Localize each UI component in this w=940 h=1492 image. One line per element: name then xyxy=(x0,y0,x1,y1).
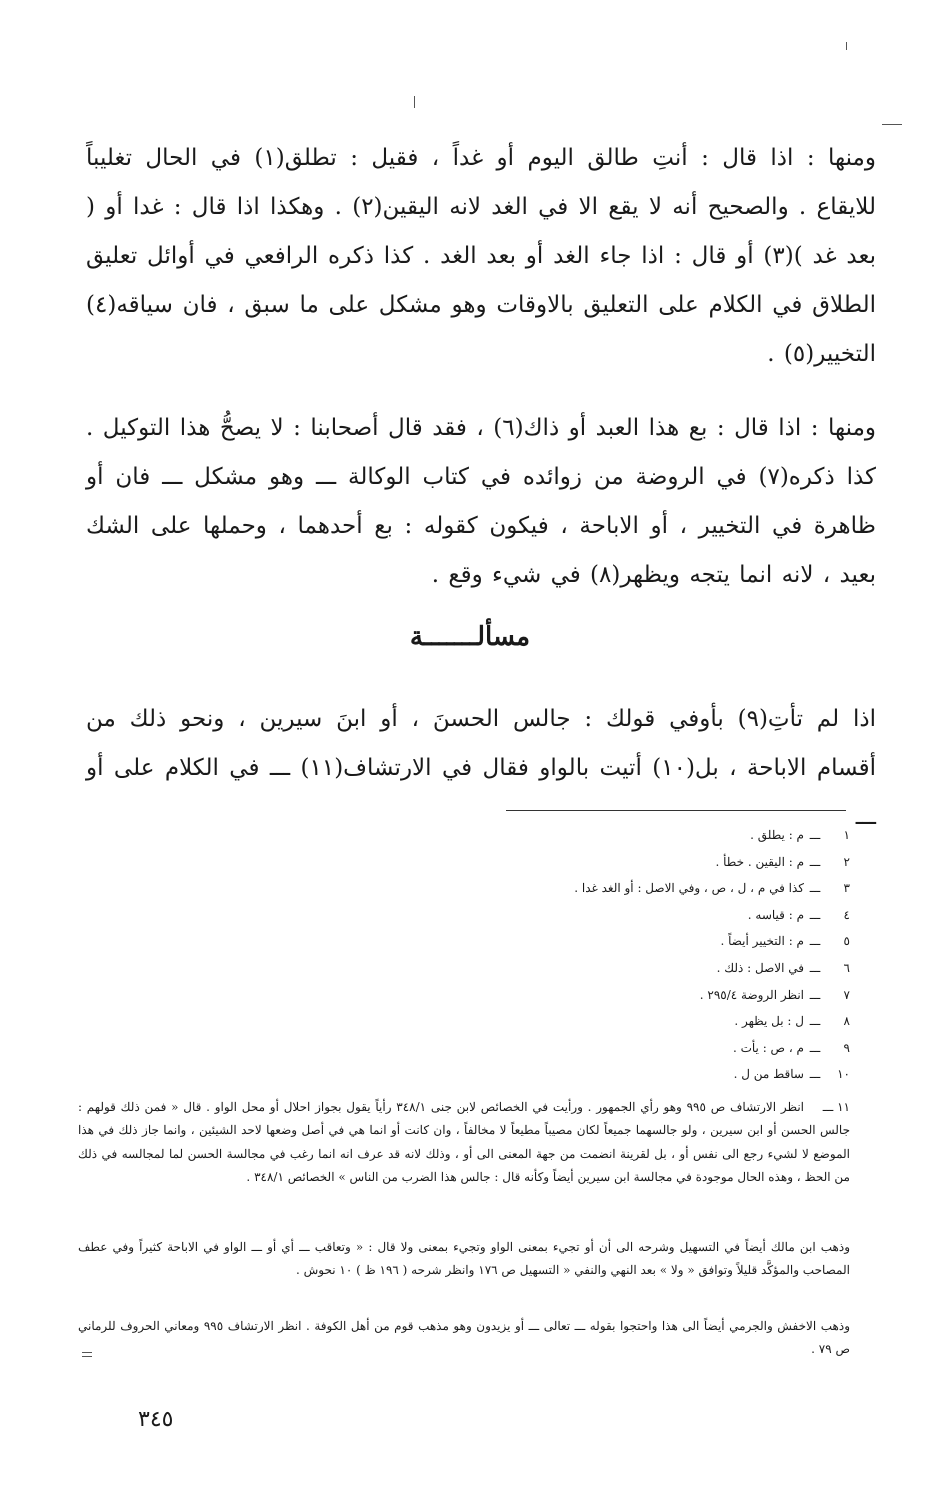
continuation-mark xyxy=(82,1352,92,1353)
footnote-separator xyxy=(506,810,846,811)
footnote-item xyxy=(78,955,850,982)
footnote-text: انظر الروضة ٢٩٥/٤ . xyxy=(699,987,804,1002)
footnote-text: ساقط من ل . xyxy=(733,1067,804,1082)
footnote-dash: ـــ xyxy=(809,934,821,949)
scan-mark xyxy=(414,96,415,108)
footnote-item xyxy=(78,928,850,955)
footnote-text: في الاصل : ذلك . xyxy=(716,960,804,975)
footnote-continuation: وذهب ابن مالك أيضاً في التسهيل وشرحه الى أن أو تجيء بمعنى الواو وتجيء بمعنى ولا قال : « وتعاقب ـــ أي أو ـــ الواو في الاباحة كثيراً وفي عطف المصاحب والمؤكَّد قليلاً وتوافق « ولا » بعد النهي والنفي « التسهيل ص ١٧٦ وانظر شرحه ( ١٩٦ ظ ) ١٠ نحوش . xyxy=(78,1240,850,1278)
main-paragraph: ومنها : اذا قال : بع هذا العبد أو ذاك(٦) ، فقد قال أصحابنا : لا يصحُّ هذا التوكيل . كذا ذكره(٧) في الروضة من زوائده في كتاب الوكالة ـــ وهو مشكل ـــ فان أو ظاهرة في التخيير ، أو الاباحة ، فيكون كقوله : بع أحدهما ، وحملها على الشك بعيد ، لانه انما يتجه ويظهر(٨) في شيء وقع . xyxy=(86,415,876,588)
footnote-dash: ـــ xyxy=(809,828,821,842)
footnote-long xyxy=(78,1096,850,1190)
footnote-text: م : قياسه . xyxy=(747,907,804,922)
footnote-list xyxy=(78,822,850,1088)
footnote-item xyxy=(78,875,850,902)
footnote-dash: ـــ xyxy=(809,987,821,1002)
footnote-text: م : التخيير أيضاً . xyxy=(720,934,804,949)
footnote-dash: ـــ xyxy=(809,1014,821,1029)
footnote-number: ١٠ xyxy=(837,1067,850,1082)
footnote-dash: ـــ xyxy=(809,907,821,922)
main-paragraph: ومنها : اذا قال : أنتِ طالق اليوم أو غداً ، فقيل : تطلق(١) في الحال تغليباً للايقاع . والصحيح أنه لا يقع الا في الغد لانه اليقين(٢) . وهكذا اذا قال : غدا أو ( بعد غد )(٣) أو قال : اذا جاء الغد أو بعد الغد . كذا ذكره الرافعي في أوائل تعليق الطلاق في الكلام على التعليق بالاوقات وهو مشكل على ما سبق ، فان سياقه(٤) التخيير(٥) . xyxy=(86,145,876,367)
footnote-text: م : يطلق . xyxy=(750,828,804,842)
footnote-item xyxy=(78,982,850,1009)
footnote-text: انظر الارتشاف ص ٩٩٥ وهو رأي الجمهور . ورأيت في الخصائص لابن جنى ٣٤٨/١ رأياً يقول بجواز احلال أو محل الواو . قال « فمن ذلك قولهم : جالس الحسن أو ابن سيرين ، ولو جالسهما جميعاً لكان مصيباً مطيعاً لا مخالفاً ، وان كانت أو انما هي في أصل وضعها لاحد الشيئين ، وانما جاز ذلك في هذا الموضع لا لشيء رجع الى نفس أو ، بل لقرينة انضمت من جهة المعنى الى أو ، وذلك لانه قد عرف انه انما رغب في مجالسة الحسن لما لمجالسه في ذلك من الحظ ، وهذه الحال موجودة في مجالسة ابن سيرين أيضاً وكأنه قال : جالس هذا الضرب من الناس » الخصائص ٣٤٨/١ . xyxy=(78,1100,850,1185)
page-number: ٣٤٥ xyxy=(138,1407,174,1432)
footnote-text: م ، ص : يأت . xyxy=(732,1040,804,1055)
continuation-mark xyxy=(82,1356,92,1357)
footnote-text: كذا في م ، ل ، ص ، وفي الاصل : أو الغد غدا . xyxy=(574,881,804,896)
footnote-item xyxy=(78,1035,850,1062)
footnote-dash: ـــ xyxy=(809,1067,821,1082)
footnote-number: ١ xyxy=(843,828,850,842)
scan-mark xyxy=(846,42,847,50)
footnote-number: ١١ ـــ xyxy=(822,1100,850,1114)
scan-mark xyxy=(882,124,902,125)
footnote-dash: ـــ xyxy=(809,1040,821,1055)
footnote-dash: ـــ xyxy=(809,960,821,975)
footnote-continuation: وذهب الاخفش والجرمي أيضاً الى هذا واحتجوا بقوله ـــ تعالى ـــ أو يزيدون وهو مذهب قوم من أهل الكوفة . انظر الارتشاف ٩٩٥ ومعاني الحروف للرماني ص ٧٩ . xyxy=(78,1319,850,1357)
section-heading: مسألـــــــة xyxy=(409,622,531,652)
footnote-number: ٢ xyxy=(843,854,850,869)
footnote-number: ٣ xyxy=(843,881,850,896)
footnote-dash: ـــ xyxy=(809,854,821,869)
footnote-number: ٥ xyxy=(843,934,850,949)
footnote-item xyxy=(78,822,850,849)
footnote-item xyxy=(78,1008,850,1035)
footnote-dash: ـــ xyxy=(809,881,821,896)
footnote-number: ٤ xyxy=(843,907,850,922)
footnote-item xyxy=(78,1061,850,1088)
footnote-number: ٦ xyxy=(843,960,850,975)
footnote-number: ٩ xyxy=(843,1040,850,1055)
footnote-number: ٧ xyxy=(843,987,850,1002)
footnote-item xyxy=(78,902,850,929)
footnote-text: ل : بل يظهر . xyxy=(734,1014,804,1029)
footnote-number: ٨ xyxy=(843,1014,850,1029)
footnote-item xyxy=(78,849,850,876)
footnote-text: م : اليقين . خطأ . xyxy=(715,854,804,869)
main-paragraph: اذا لم تأتِ(٩) بأوفي قولك : جالس الحسنَ ، أو ابنَ سيرين ، ونحو ذلك من أقسام الاباحة ، بل(١٠) أتيت بالواو فقال في الارتشاف(١١) ـــ في الكلام على أو ـــ xyxy=(86,706,877,830)
